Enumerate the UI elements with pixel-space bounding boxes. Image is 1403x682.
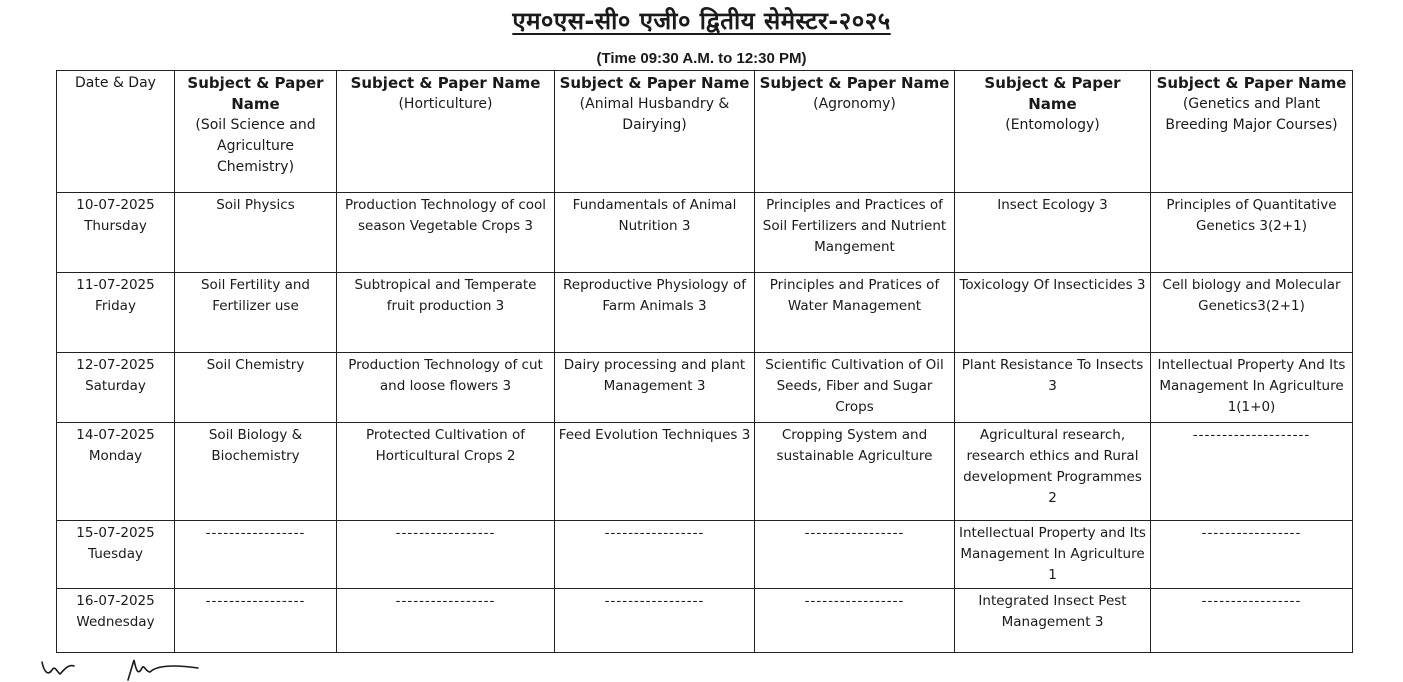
row-day: Friday	[95, 298, 136, 314]
table-cell: -----------------	[755, 521, 955, 589]
column-header-agronomy: Subject & Paper Name (Agronomy)	[755, 71, 955, 193]
table-cell: Subtropical and Temperate fruit production 3	[337, 273, 555, 353]
schedule-table	[56, 70, 1353, 653]
table-cell: -----------------	[1151, 521, 1353, 589]
exam-time: (Time 09:30 A.M. to 12:30 PM)	[596, 50, 807, 67]
row-day: Monday	[88, 448, 143, 464]
table-cell: Soil Chemistry	[175, 353, 337, 423]
header-row	[57, 71, 1353, 193]
table-cell: Reproductive Physiology of Farm Animals 3	[555, 273, 755, 353]
table-cell: -----------------	[1151, 589, 1353, 653]
row-date: 15-07-2025	[76, 525, 155, 541]
table-cell: -----------------	[755, 589, 955, 653]
date-cell	[57, 193, 175, 273]
date-cell	[57, 589, 175, 653]
table-cell: Dairy processing and plant Management 3	[555, 353, 755, 423]
table-cell: Fundamentals of Animal Nutrition 3	[555, 193, 755, 273]
date-cell	[57, 273, 175, 353]
table-cell: -----------------	[555, 589, 755, 653]
row-day: Saturday	[85, 378, 146, 394]
table-cell: Agricultural research, research ethics and Rural development Programmes 2	[955, 423, 1151, 521]
table-cell: Principles of Quantitative Genetics 3(2+1)	[1151, 193, 1353, 273]
table-cell: Cell biology and Molecular Genetics3(2+1)	[1151, 273, 1353, 353]
column-header-genetics: Subject & Paper Name (Genetics and Plant Breeding Major Courses)	[1151, 71, 1353, 193]
table-row	[57, 521, 1353, 589]
table-row	[57, 423, 1353, 521]
table-cell: Soil Physics	[175, 193, 337, 273]
table-cell: Toxicology Of Insecticides 3	[955, 273, 1151, 353]
date-day-header: Date & Day	[57, 71, 175, 193]
table-cell: Principles and Practices of Soil Fertilizers and Nutrient Mangement	[755, 193, 955, 273]
row-date: 12-07-2025	[76, 357, 155, 373]
table-cell: -----------------	[337, 521, 555, 589]
table-row	[57, 589, 1353, 653]
date-cell	[57, 423, 175, 521]
table-cell: Intellectual Property and Its Management In Agriculture 1	[955, 521, 1151, 589]
column-header-soil-science: Subject & Paper Name (Soil Science and Agriculture Chemistry)	[175, 71, 337, 193]
row-date: 16-07-2025	[76, 593, 155, 609]
table-cell: Integrated Insect Pest Management 3	[955, 589, 1151, 653]
page-title	[0, 4, 1403, 37]
table-cell: -----------------	[555, 521, 755, 589]
table-row	[57, 193, 1353, 273]
table-cell: -----------------	[175, 521, 337, 589]
table-row	[57, 353, 1353, 423]
table-cell: Production Technology of cut and loose flowers 3	[337, 353, 555, 423]
row-day: Tuesday	[88, 546, 143, 562]
date-cell	[57, 353, 175, 423]
table-cell: Feed Evolution Techniques 3	[555, 423, 755, 521]
table-cell: Principles and Pratices of Water Management	[755, 273, 955, 353]
table-cell: Intellectual Property And Its Management In Agriculture 1(1+0)	[1151, 353, 1353, 423]
table-row	[57, 273, 1353, 353]
table-cell: Protected Cultivation of Horticultural Crops 2	[337, 423, 555, 521]
row-date: 14-07-2025	[76, 427, 155, 443]
table-cell: Production Technology of cool season Vegetable Crops 3	[337, 193, 555, 273]
column-header-entomology: Subject & Paper Name (Entomology)	[955, 71, 1151, 193]
row-date: 11-07-2025	[76, 277, 155, 293]
table-cell: Soil Fertility and Fertilizer use	[175, 273, 337, 353]
table-cell: Plant Resistance To Insects 3	[955, 353, 1151, 423]
signature-mark-right	[128, 660, 198, 680]
row-day: Wednesday	[76, 614, 155, 630]
handwritten-signatures	[30, 650, 230, 682]
table-cell: Insect Ecology 3	[955, 193, 1151, 273]
row-date: 10-07-2025	[76, 197, 155, 213]
date-cell	[57, 521, 175, 589]
column-header-animal-husbandry: Subject & Paper Name (Animal Husbandry & Dairying)	[555, 71, 755, 193]
table-cell: -----------------	[337, 589, 555, 653]
table-cell: Scientific Cultivation of Oil Seeds, Fiber and Sugar Crops	[755, 353, 955, 423]
table-cell: --------------------	[1151, 423, 1353, 521]
title-text: एम०एस-सी० एजी० द्वितीय सेमेस्टर-२०२५	[512, 7, 891, 35]
table-cell: -----------------	[175, 589, 337, 653]
signature-mark-left	[42, 662, 74, 674]
column-header-horticulture: Subject & Paper Name (Horticulture)	[337, 71, 555, 193]
table-cell: Soil Biology & Biochemistry	[175, 423, 337, 521]
row-day: Thursday	[84, 218, 147, 234]
table-cell: Cropping System and sustainable Agriculture	[755, 423, 955, 521]
